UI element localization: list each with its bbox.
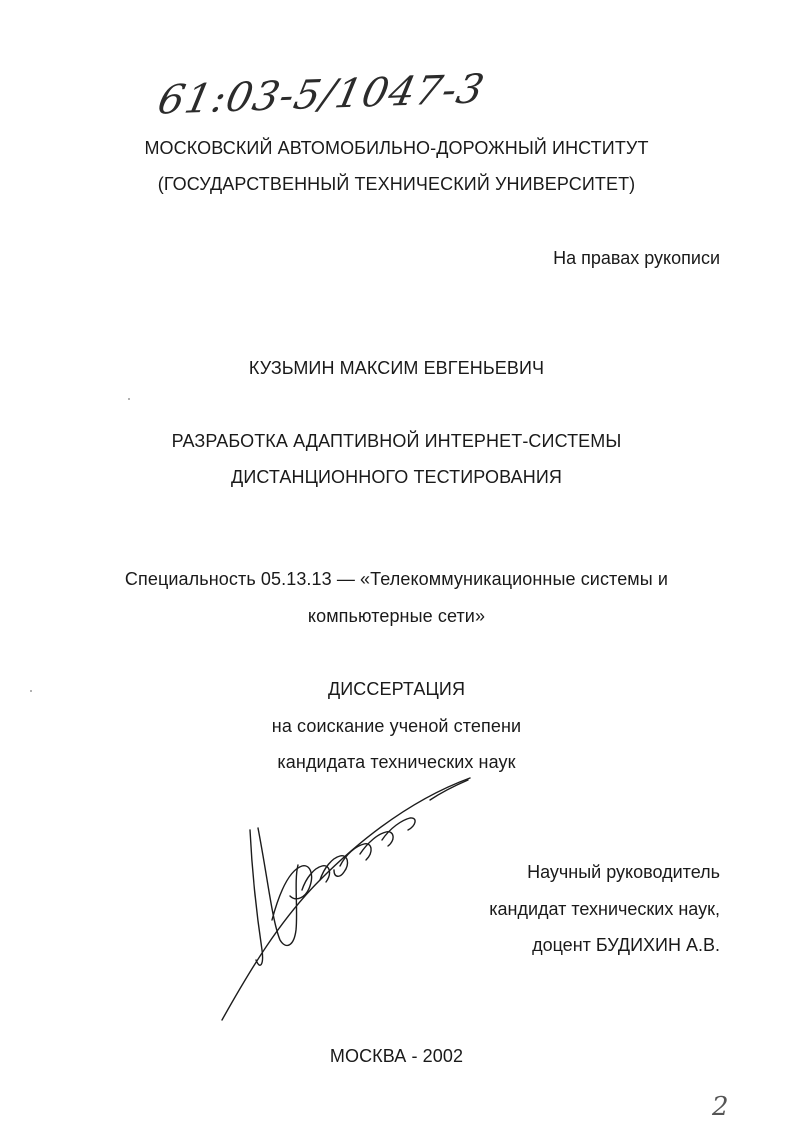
institute-name-line1: МОСКОВСКИЙ АВТОМОБИЛЬНО-ДОРОЖНЫЙ ИНСТИТУТ	[144, 138, 649, 158]
supervisor-role: Научный руководитель	[527, 862, 720, 882]
rights-note: На правах рукописи	[553, 248, 720, 268]
handwritten-page-number: 2	[712, 1092, 729, 1122]
specialty-line2: компьютерные сети»	[307, 606, 486, 626]
archive-code-text: 61:03-5/1047-3	[153, 66, 489, 124]
signature-image	[210, 770, 500, 1030]
thesis-purpose: на соискание ученой степени	[271, 716, 522, 736]
city-year: МОСКВА - 2002	[329, 1046, 464, 1066]
thesis-degree: кандидата технических наук	[277, 752, 516, 772]
specialty-line1: Специальность 05.13.13 — «Телекоммуникационные системы и	[124, 569, 669, 589]
thesis-title-line1: РАЗРАБОТКА АДАПТИВНОЙ ИНТЕРНЕТ-СИСТЕМЫ	[171, 431, 622, 451]
supervisor-name: доцент БУДИХИН А.В.	[532, 935, 720, 955]
thesis-type: ДИССЕРТАЦИЯ	[327, 679, 466, 699]
handwritten-archive-code	[153, 66, 540, 132]
scan-speck	[128, 398, 130, 400]
scan-speck	[30, 690, 32, 692]
thesis-title-line2: ДИСТАНЦИОННОГО ТЕСТИРОВАНИЯ	[231, 467, 562, 487]
supervisor-degree: кандидат технических наук,	[489, 899, 720, 919]
author-name: КУЗЬМИН МАКСИМ ЕВГЕНЬЕВИЧ	[248, 358, 545, 378]
institute-name-line2: (ГОСУДАРСТВЕННЫЙ ТЕХНИЧЕСКИЙ УНИВЕРСИТЕТ)	[157, 174, 636, 194]
